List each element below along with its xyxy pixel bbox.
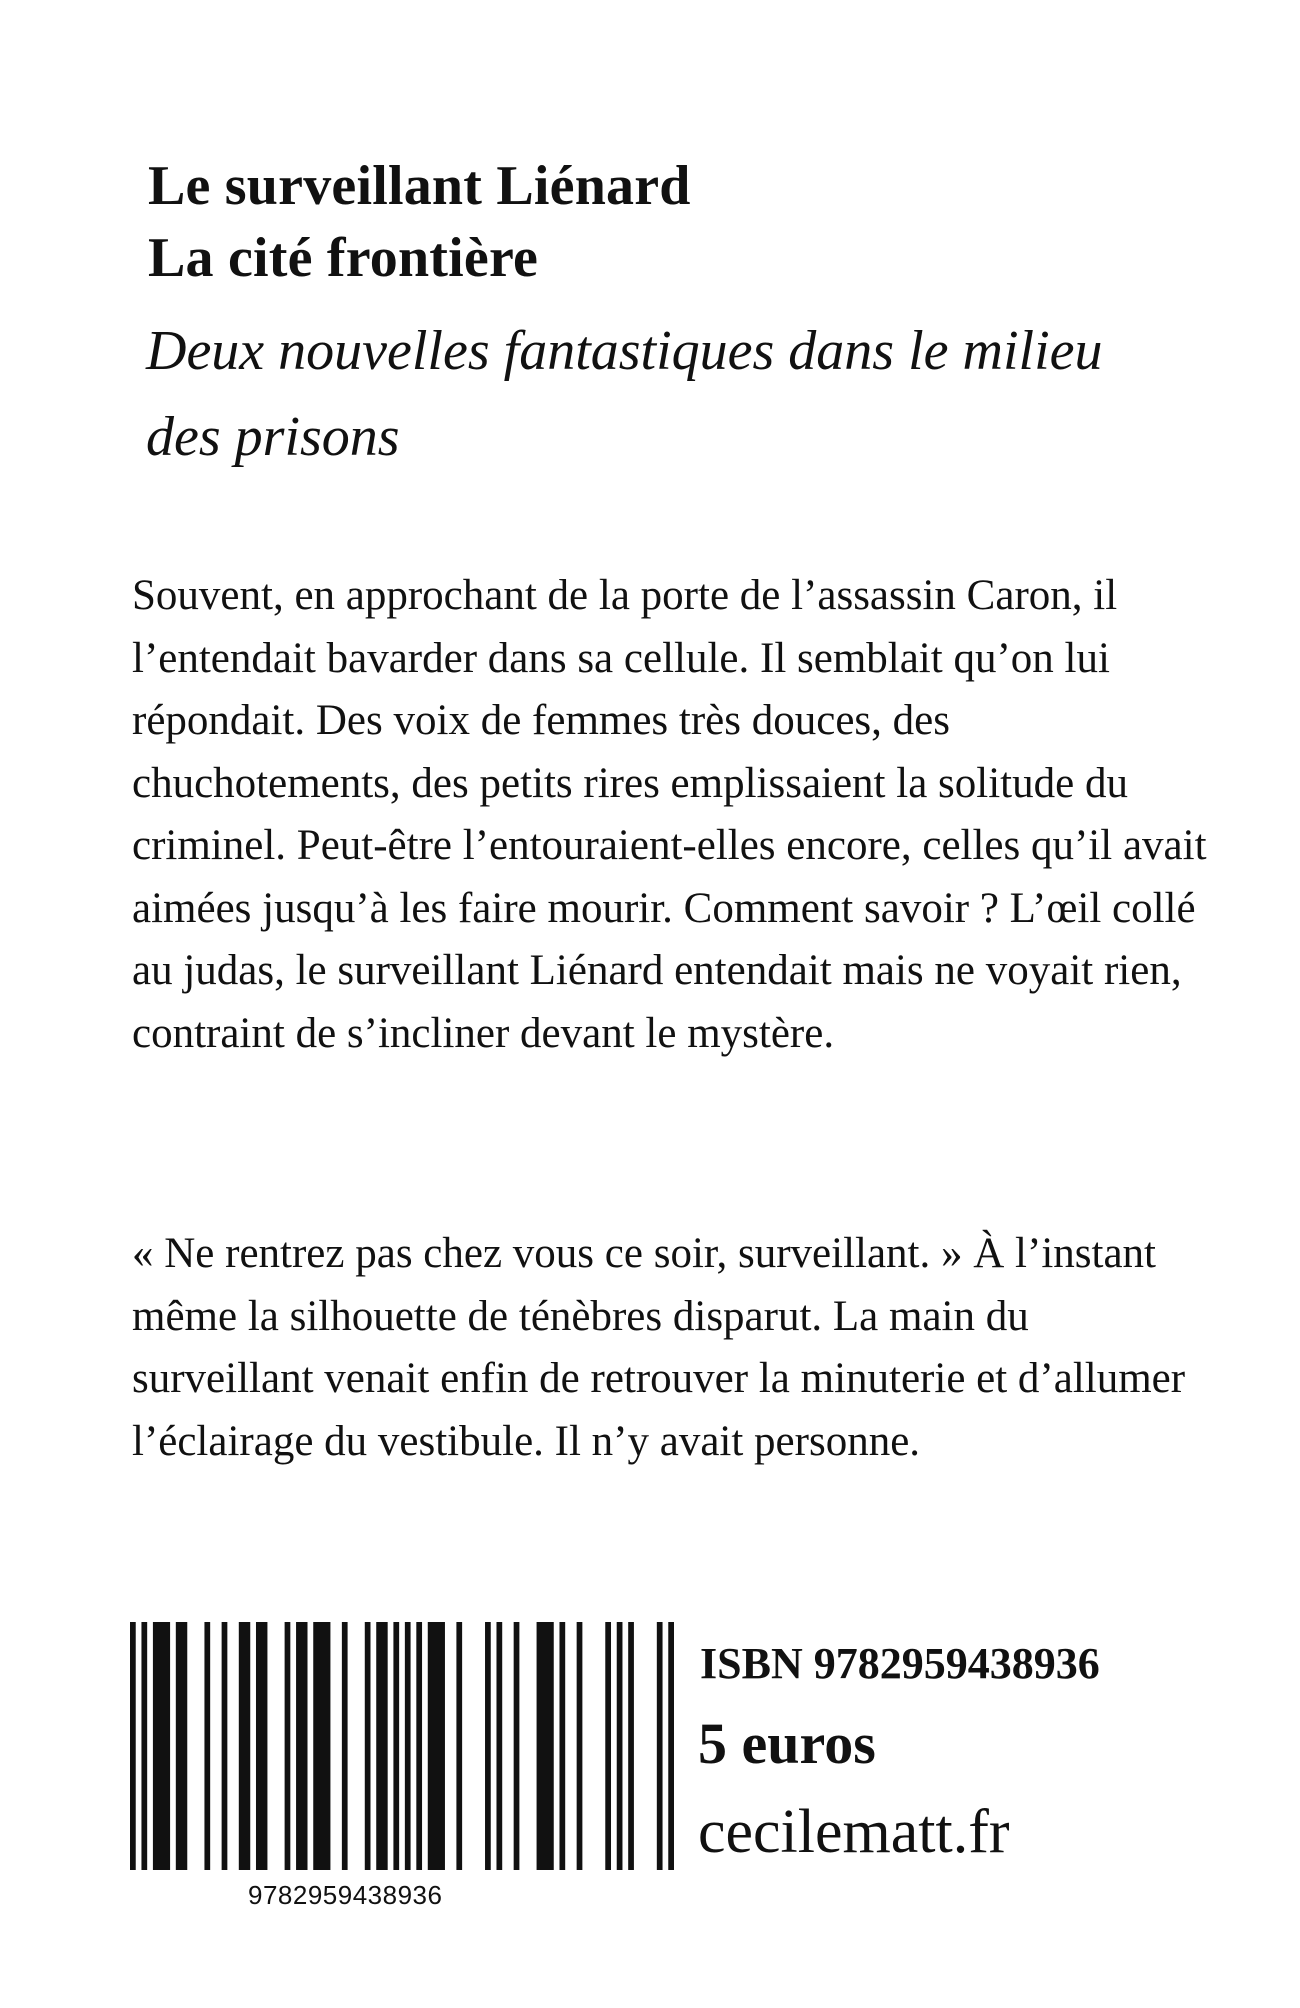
barcode-bar: [204, 1622, 210, 1870]
barcode-bar: [416, 1622, 422, 1870]
barcode-bar: [577, 1622, 583, 1870]
barcode-bar: [256, 1622, 267, 1870]
barcode-bar: [365, 1622, 371, 1870]
barcode-bar: [628, 1622, 634, 1870]
barcode-bar: [342, 1622, 348, 1870]
barcode-bar: [313, 1622, 330, 1870]
barcode-bar: [222, 1622, 228, 1870]
excerpt-paragraph-1: Souvent, en approchant de la porte de l’assassin Caron, il l’entendait bavarder dans sa cellule. Il semblait qu’on lui répondait. Des voix de femmes très douces, des chuchotements, des petits rires emplissaient la solitude du criminel. Peut-être l’entouraient-elles encore, celles qu’il avait aimées jusqu’à les faire mourir. Comment savoir ? L’œil collé au judas, le surveillant Liénard entendait mais ne voyait rien, contraint de s’incliner devant le mystère.: [132, 572, 1207, 1057]
title-line-2: La cité frontière: [148, 227, 539, 289]
isbn-label: ISBN 9782959438936: [700, 1639, 1100, 1688]
barcode-image: [130, 1622, 674, 1870]
barcode-bar: [668, 1622, 674, 1870]
barcode-bar: [514, 1622, 520, 1870]
barcode-bar: [176, 1622, 187, 1870]
barcode-bar: [485, 1622, 491, 1870]
barcode-bar: [153, 1622, 170, 1870]
barcode-bar: [496, 1622, 502, 1870]
subtitle: Deux nouvelles fantastiques dans le milieu des prisons: [146, 320, 1103, 468]
barcode-bar: [456, 1622, 462, 1870]
barcode-bar: [141, 1622, 147, 1870]
title-block: [148, 150, 1208, 480]
excerpt-paragraph-2: « Ne rentrez pas chez vous ce soir, surveillant. » À l’instant même la silhouette de ténèbres disparut. La main du surveillant venait enfin de retrouver la minuterie et d’allumer l’éclairage du vestibule. Il n’y avait personne.: [132, 1230, 1186, 1465]
price-label: 5 euros: [698, 1711, 876, 1776]
barcode-bar: [376, 1622, 387, 1870]
website-link[interactable]: cecilematt.fr: [698, 1798, 1010, 1866]
barcode-bar: [393, 1622, 399, 1870]
barcode-bar: [657, 1622, 663, 1870]
barcode-digits: 9782959438936: [248, 1880, 443, 1910]
barcode-bar: [130, 1622, 136, 1870]
barcode-bar: [617, 1622, 623, 1870]
barcode-bar: [285, 1622, 291, 1870]
barcode-bar: [537, 1622, 554, 1870]
barcode-bar: [296, 1622, 307, 1870]
barcode-bar: [605, 1622, 611, 1870]
barcode-bar: [405, 1622, 411, 1870]
barcode-bar: [239, 1622, 250, 1870]
title-line-1: Le surveillant Liénard: [148, 155, 691, 217]
barcode-bar: [559, 1622, 565, 1870]
barcode-bar: [428, 1622, 445, 1870]
